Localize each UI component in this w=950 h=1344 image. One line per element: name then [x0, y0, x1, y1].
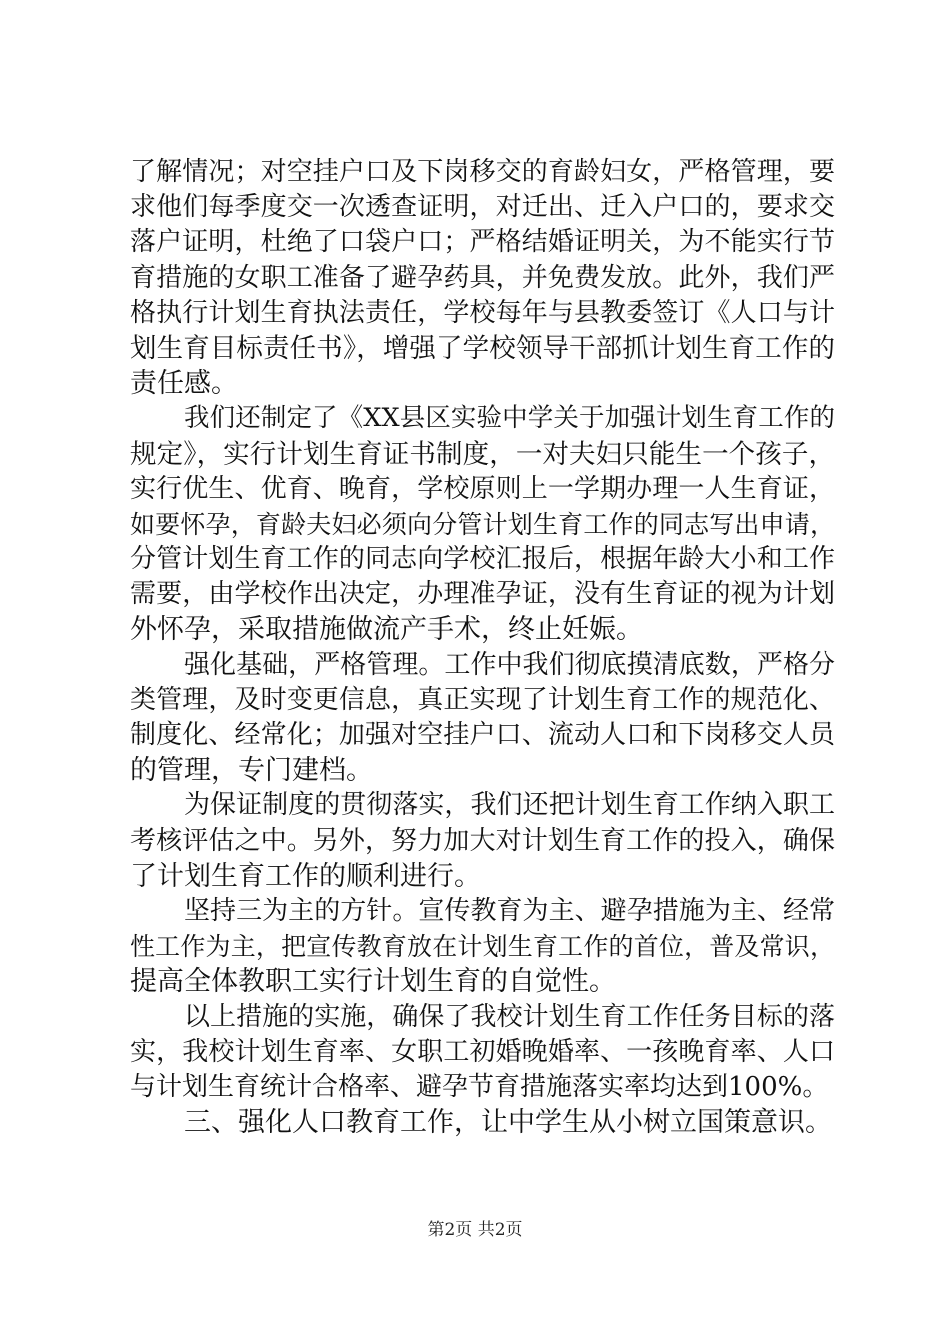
text-line: 与计划生育统计合格率、避孕节育措施落实率均达到100%。 [130, 1071, 829, 1102]
text-line: 求他们每季度交一次透查证明，对迁出、迁入户口的，要求交 [130, 192, 835, 223]
text-line: 类管理，及时变更信息，真正实现了计划生育工作的规范化、 [130, 684, 835, 715]
page-number: 第2页 共2页 [427, 1220, 523, 1240]
text-line: 的管理，专门建档。 [130, 755, 373, 787]
text-line: 分管计划生育工作的同志向学校汇报后，根据年龄大小和工作 [130, 544, 835, 575]
text-line: 格执行计划生育执法责任，学校每年与县教委签订《人口与计 [130, 297, 835, 328]
text-line: 了计划生育工作的顺利进行。 [130, 860, 481, 892]
text-line: 如要怀孕，育龄夫妇必须向分管计划生育工作的同志写出申请， [130, 509, 835, 539]
text-line: 落户证明，杜绝了口袋户口；严格结婚证明关，为不能实行节 [130, 227, 835, 258]
text-line: 育措施的女职工准备了避孕药具，并免费发放。此外，我们严 [130, 262, 835, 293]
text-line: 性工作为主，把宣传教育放在计划生育工作的首位，普及常识， [130, 932, 835, 962]
text-line: 考核评估之中。另外，努力加大对计划生育工作的投入，确保 [130, 825, 835, 856]
text-line: 制度化、经常化；加强对空挂户口、流动人口和下岗移交人员 [130, 720, 835, 750]
text-line: 需要，由学校作出决定，办理准孕证，没有生育证的视为计划 [130, 579, 835, 610]
paragraph-first-line: 我们还制定了《XX县区实验中学关于加强计划生育工作的 [184, 403, 835, 434]
document-body [130, 155, 835, 1140]
text-line: 外怀孕，采取措施做流产手术，终止妊娠。 [130, 614, 643, 646]
text-line: 提高全体教职工实行计划生育的自觉性。 [130, 966, 616, 998]
paragraph-first-line: 为保证制度的贯彻落实，我们还把计划生育工作纳入职工 [184, 790, 835, 821]
paragraph-first-line: 坚持三为主的方针。宣传教育为主、避孕措施为主、经常 [184, 895, 835, 926]
paragraph-first-line: 强化基础，严格管理。工作中我们彻底摸清底数，严格分 [184, 649, 835, 680]
text-line: 规定》，实行计划生育证书制度，一对夫妇只能生一个孩子， [130, 438, 835, 470]
text-line: 责任感。 [130, 368, 238, 400]
text-line: 划生育目标责任书》，增强了学校领导干部抓计划生育工作的 [130, 332, 835, 364]
paragraph-first-line: 以上措施的实施，确保了我校计划生育工作任务目标的落 [184, 1001, 835, 1032]
section-heading-line: 三、强化人口教育工作，让中学生从小树立国策意识。 [184, 1107, 832, 1139]
text-line: 了解情况；对空挂户口及下岗移交的育龄妇女，严格管理，要 [130, 157, 835, 187]
text-line: 实行优生、优育、晚育，学校原则上一学期办理一人生育证， [130, 473, 835, 504]
text-line: 实，我校计划生育率、女职工初婚晚婚率、一孩晚育率、人口 [130, 1036, 835, 1067]
